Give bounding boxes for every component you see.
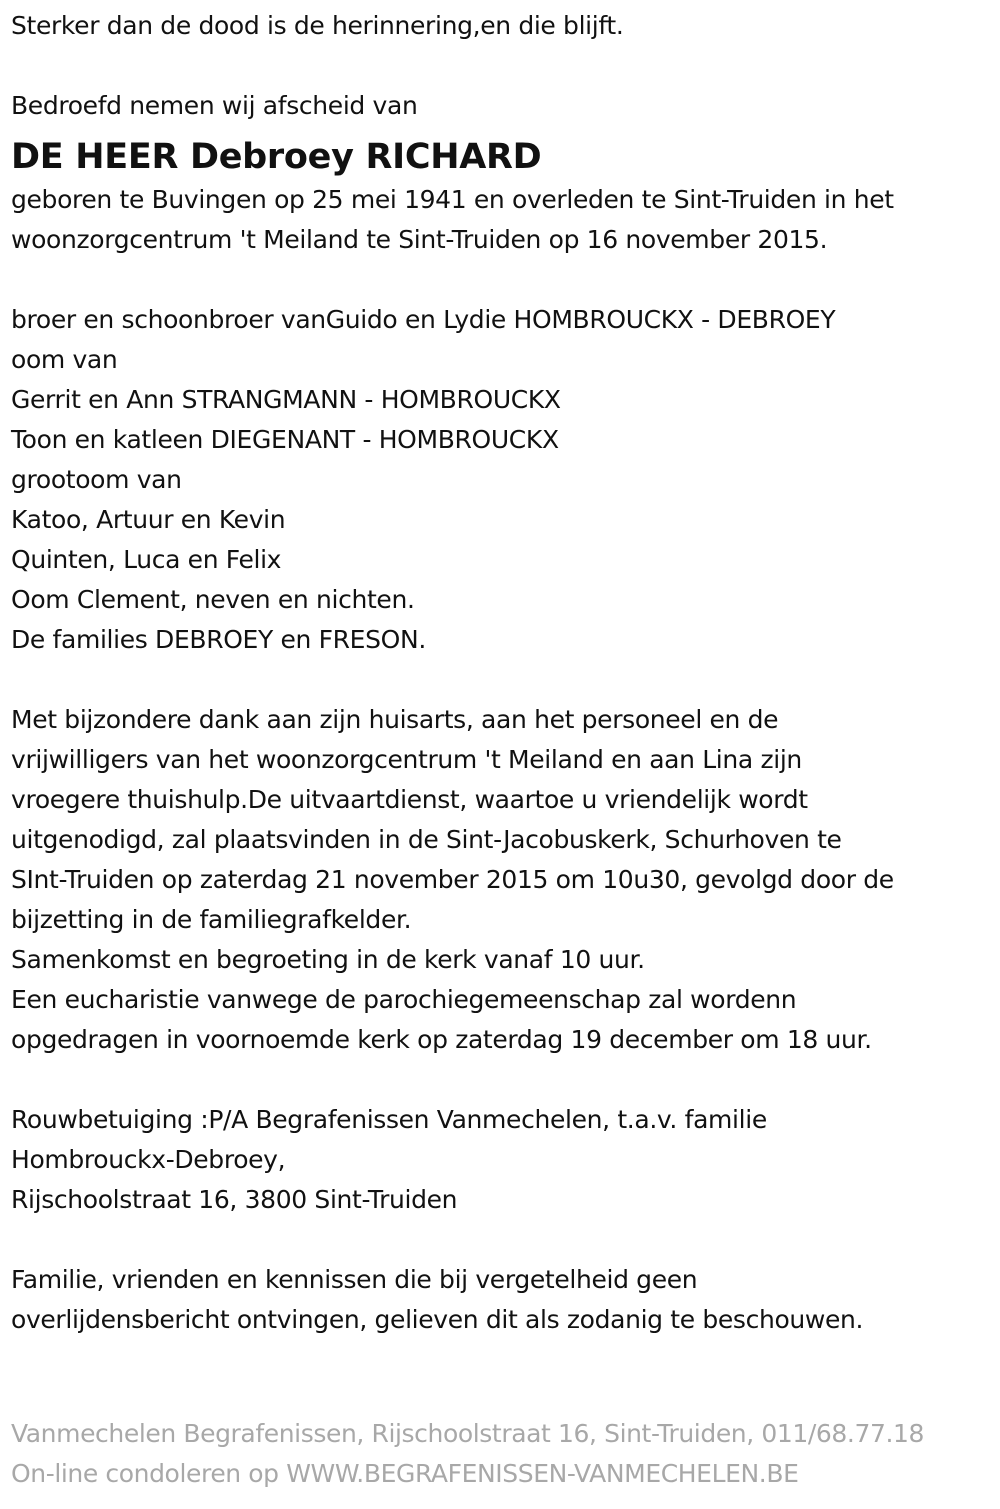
online-condolences-link[interactable]: On-line condoleren op WWW.BEGRAFENISSEN-VANMECHELEN.BE <box>11 1459 799 1488</box>
family-line: oom van <box>11 345 118 374</box>
funeral-home-footer <box>11 1414 996 1494</box>
family-line: De families DEBROEY en FRESON. <box>11 625 426 654</box>
ceremony-line: uitgenodigd, zal plaatsvinden in de Sint-Jacobuskerk, Schurhoven te <box>11 825 842 854</box>
announcement: Bedroefd nemen wij afscheid van <box>11 91 418 120</box>
family-section <box>11 300 996 660</box>
spacer <box>11 46 996 86</box>
obituary-notice <box>11 6 996 1340</box>
deceased-name: DE HEER Debroey RICHARD <box>11 137 542 177</box>
family-line: grootoom van <box>11 465 182 494</box>
ceremony-line: vrijwilligers van het woonzorgcentrum 't Meiland en aan Lina zijn <box>11 745 802 774</box>
ceremony-line: bijzetting in de familiegrafkelder. <box>11 905 412 934</box>
family-line: Quinten, Luca en Felix <box>11 545 282 574</box>
ceremony-line: SInt-Truiden op zaterdag 21 november 2015 om 10u30, gevolgd door de <box>11 865 894 894</box>
ceremony-section <box>11 700 996 1060</box>
motto: Sterker dan de dood is de herinnering,en die blijft. <box>11 11 624 40</box>
ceremony-line: vroegere thuishulp.De uitvaartdienst, waartoe u vriendelijk wordt <box>11 785 808 814</box>
closing-line: overlijdensbericht ontvingen, gelieven dit als zodanig te beschouwen. <box>11 1305 864 1334</box>
condolence-line: Hombrouckx-Debroey, <box>11 1145 286 1174</box>
family-line: Katoo, Artuur en Kevin <box>11 505 286 534</box>
birth-death-line: woonzorgcentrum 't Meiland te Sint-Truiden op 16 november 2015. <box>11 225 828 254</box>
ceremony-line: Een eucharistie vanwege de parochiegemeenschap zal wordenn <box>11 985 797 1014</box>
condolence-line: Rijschoolstraat 16, 3800 Sint-Truiden <box>11 1185 458 1214</box>
ceremony-line: Met bijzondere dank aan zijn huisarts, aan het personeel en de <box>11 705 779 734</box>
ceremony-line: Samenkomst en begroeting in de kerk vanaf 10 uur. <box>11 945 645 974</box>
birth-death-line: geboren te Buvingen op 25 mei 1941 en overleden te Sint-Truiden in het <box>11 185 894 214</box>
spacer <box>11 1220 996 1260</box>
spacer <box>11 260 996 300</box>
condolence-section <box>11 1100 996 1220</box>
spacer <box>11 1060 996 1100</box>
closing-section <box>11 1260 996 1340</box>
ceremony-line: opgedragen in voornoemde kerk op zaterdag 19 december om 18 uur. <box>11 1025 872 1054</box>
closing-line: Familie, vrienden en kennissen die bij vergetelheid geen <box>11 1265 698 1294</box>
spacer <box>11 660 996 700</box>
family-line: broer en schoonbroer vanGuido en Lydie HOMBROUCKX - DEBROEY <box>11 305 836 334</box>
condolence-line: Rouwbetuiging :P/A Begrafenissen Vanmechelen, t.a.v. familie <box>11 1105 767 1134</box>
family-line: Oom Clement, neven en nichten. <box>11 585 415 614</box>
family-line: Gerrit en Ann STRANGMANN - HOMBROUCKX <box>11 385 561 414</box>
funeral-home-address: Vanmechelen Begrafenissen, Rijschoolstraat 16, Sint-Truiden, 011/68.77.18 <box>11 1419 925 1448</box>
family-line: Toon en katleen DIEGENANT - HOMBROUCKX <box>11 425 559 454</box>
